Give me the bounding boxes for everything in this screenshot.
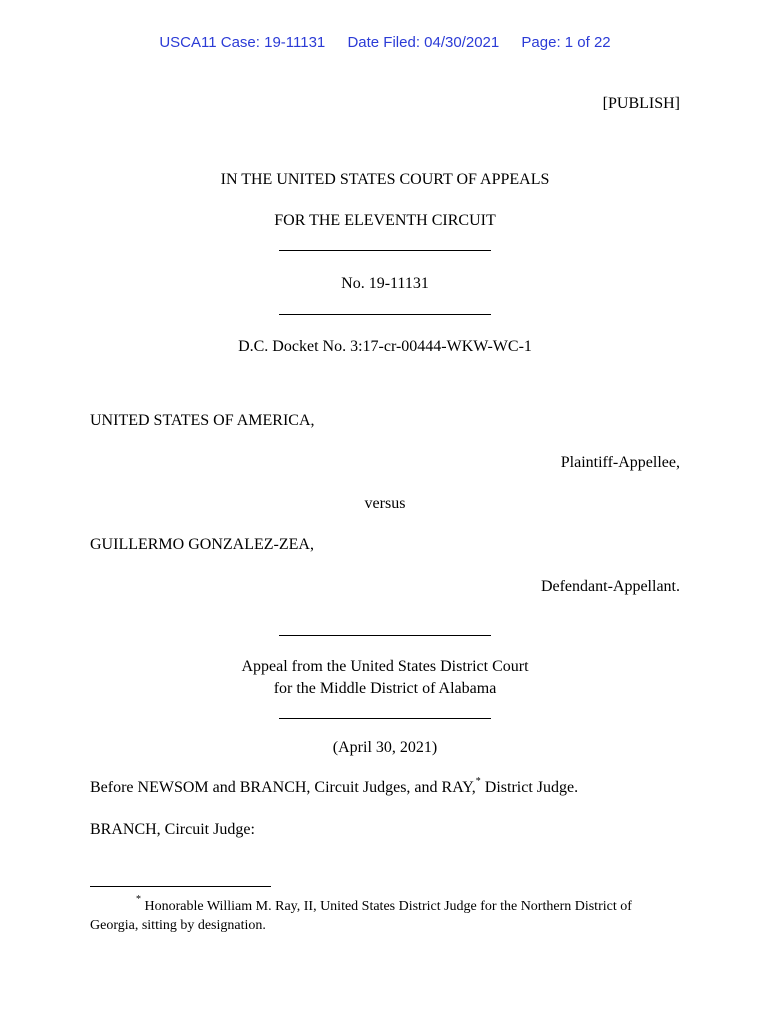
plaintiff-name: UNITED STATES OF AMERICA, bbox=[90, 412, 315, 429]
header-date-filed: Date Filed: 04/30/2021 bbox=[347, 34, 500, 51]
case-number: No. 19-11131 bbox=[341, 275, 429, 292]
panel-suffix: District Judge. bbox=[480, 779, 579, 796]
footnote-marker: * bbox=[136, 894, 141, 906]
filing-header bbox=[0, 34, 770, 51]
panel-text: Before NEWSOM and BRANCH, Circuit Judges, and RAY, bbox=[90, 779, 476, 796]
divider-line bbox=[279, 635, 491, 636]
court-name: IN THE UNITED STATES COURT OF APPEALS bbox=[220, 171, 550, 188]
footnote bbox=[90, 894, 680, 935]
defendant-role: Defendant-Appellant. bbox=[540, 578, 680, 595]
footnote-text: Honorable William M. Ray, II, United States District Judge for the Northern District of Georgia, sitting by designation. bbox=[90, 899, 632, 933]
opinion-author: BRANCH, Circuit Judge: bbox=[90, 821, 255, 838]
appeal-source-line2: for the Middle District of Alabama bbox=[273, 680, 497, 697]
appeal-source-line1: Appeal from the United States District Court bbox=[241, 658, 529, 675]
panel-statement bbox=[90, 775, 579, 796]
footnote-divider bbox=[90, 886, 271, 887]
defendant-name: GUILLERMO GONZALEZ-ZEA, bbox=[90, 536, 314, 553]
divider-line bbox=[279, 718, 491, 719]
plaintiff-role: Plaintiff-Appellee, bbox=[560, 454, 680, 471]
header-case-number: USCA11 Case: 19-11131 bbox=[159, 34, 326, 51]
divider-line bbox=[279, 314, 491, 315]
footnote-reference[interactable]: * bbox=[475, 775, 481, 787]
circuit-name: FOR THE ELEVENTH CIRCUIT bbox=[274, 212, 496, 229]
versus-label: versus bbox=[364, 495, 406, 512]
decision-date: (April 30, 2021) bbox=[332, 739, 438, 756]
docket-number: D.C. Docket No. 3:17-cr-00444-WKW-WC-1 bbox=[238, 338, 532, 355]
divider-line bbox=[279, 250, 491, 251]
header-page-count: Page: 1 of 22 bbox=[521, 34, 611, 51]
publish-label: [PUBLISH] bbox=[602, 95, 680, 112]
